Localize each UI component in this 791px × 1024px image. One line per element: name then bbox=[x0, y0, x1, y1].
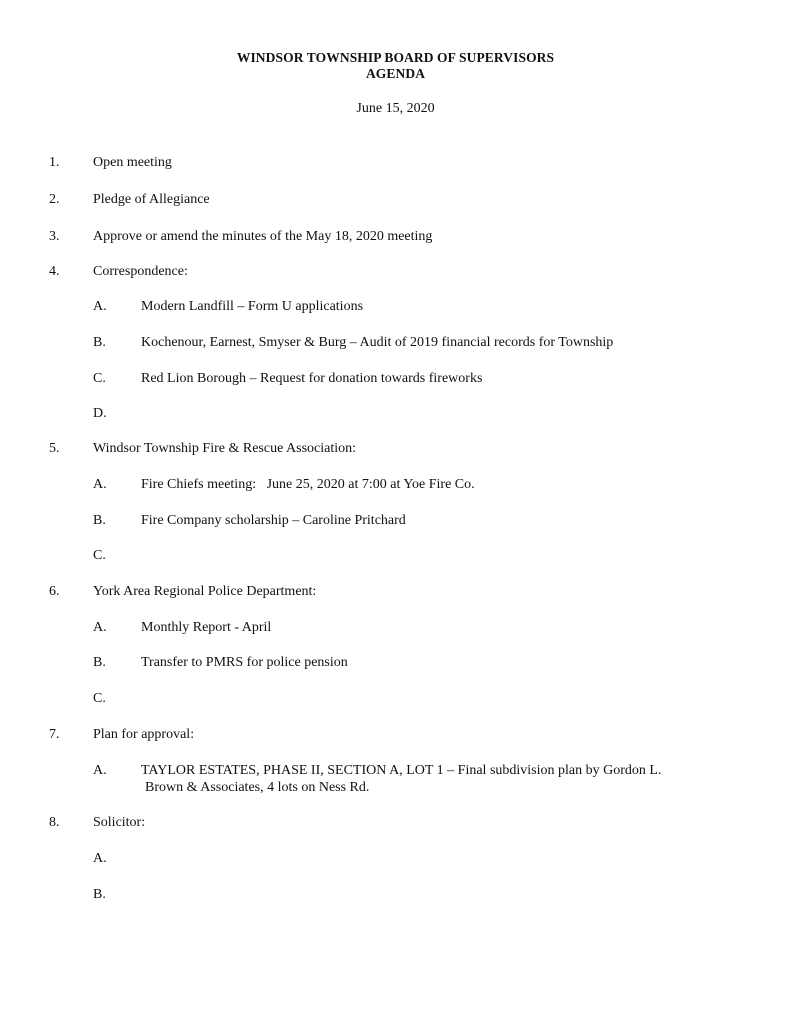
subitem-letter: C. bbox=[93, 691, 106, 706]
page-title: WINDSOR TOWNSHIP BOARD OF SUPERVISORS bbox=[236, 50, 555, 65]
subitem-text-line2: Brown & Associates, 4 lots on Ness Rd. bbox=[145, 780, 370, 795]
subitem-letter: A. bbox=[93, 299, 107, 314]
subitem-letter: A. bbox=[93, 763, 107, 778]
subitem-letter: B. bbox=[93, 887, 106, 902]
subitem-text: Fire Company scholarship – Caroline Pritchard bbox=[141, 513, 406, 528]
subitem-text: Red Lion Borough – Request for donation towards fireworks bbox=[141, 371, 483, 386]
subitem-text: Monthly Report - April bbox=[141, 620, 272, 635]
item-number: 8. bbox=[49, 815, 60, 830]
subitem-text: Kochenour, Earnest, Smyser & Burg – Audit of 2019 financial records for Township bbox=[141, 335, 614, 350]
item-text: Plan for approval: bbox=[93, 727, 195, 742]
subitem-letter: A. bbox=[93, 851, 107, 866]
subitem-text: TAYLOR ESTATES, PHASE II, SECTION A, LOT 1 – Final subdivision plan by Gordon L. bbox=[141, 763, 662, 778]
subitem-letter: B. bbox=[93, 335, 106, 350]
item-number: 1. bbox=[49, 155, 60, 170]
item-number: 6. bbox=[49, 584, 60, 599]
item-number: 4. bbox=[49, 264, 60, 279]
item-text: Correspondence: bbox=[93, 264, 188, 279]
item-number: 7. bbox=[49, 727, 60, 742]
item-text: York Area Regional Police Department: bbox=[93, 584, 317, 599]
subitem-letter: A. bbox=[93, 477, 107, 492]
subitem-letter: D. bbox=[93, 406, 107, 421]
item-text: Approve or amend the minutes of the May 18, 2020 meeting bbox=[93, 229, 433, 244]
subitem-text: Modern Landfill – Form U applications bbox=[141, 299, 364, 314]
subitem-letter: B. bbox=[93, 513, 106, 528]
subitem-letter: C. bbox=[93, 371, 106, 386]
meeting-date: June 15, 2020 bbox=[356, 101, 435, 116]
item-number: 3. bbox=[49, 229, 60, 244]
item-number: 5. bbox=[49, 441, 60, 456]
subitem-text: Fire Chiefs meeting: June 25, 2020 at 7:00 at Yoe Fire Co. bbox=[141, 477, 475, 492]
item-text: Pledge of Allegiance bbox=[93, 192, 210, 207]
subitem-letter: B. bbox=[93, 655, 106, 670]
page-subtitle: AGENDA bbox=[365, 66, 426, 81]
subitem-letter: A. bbox=[93, 620, 107, 635]
item-text: Windsor Township Fire & Rescue Association: bbox=[93, 441, 357, 456]
item-text: Open meeting bbox=[93, 155, 172, 170]
item-text: Solicitor: bbox=[93, 815, 146, 830]
subitem-letter: C. bbox=[93, 548, 106, 563]
subitem-text: Transfer to PMRS for police pension bbox=[141, 655, 348, 670]
item-number: 2. bbox=[49, 192, 60, 207]
